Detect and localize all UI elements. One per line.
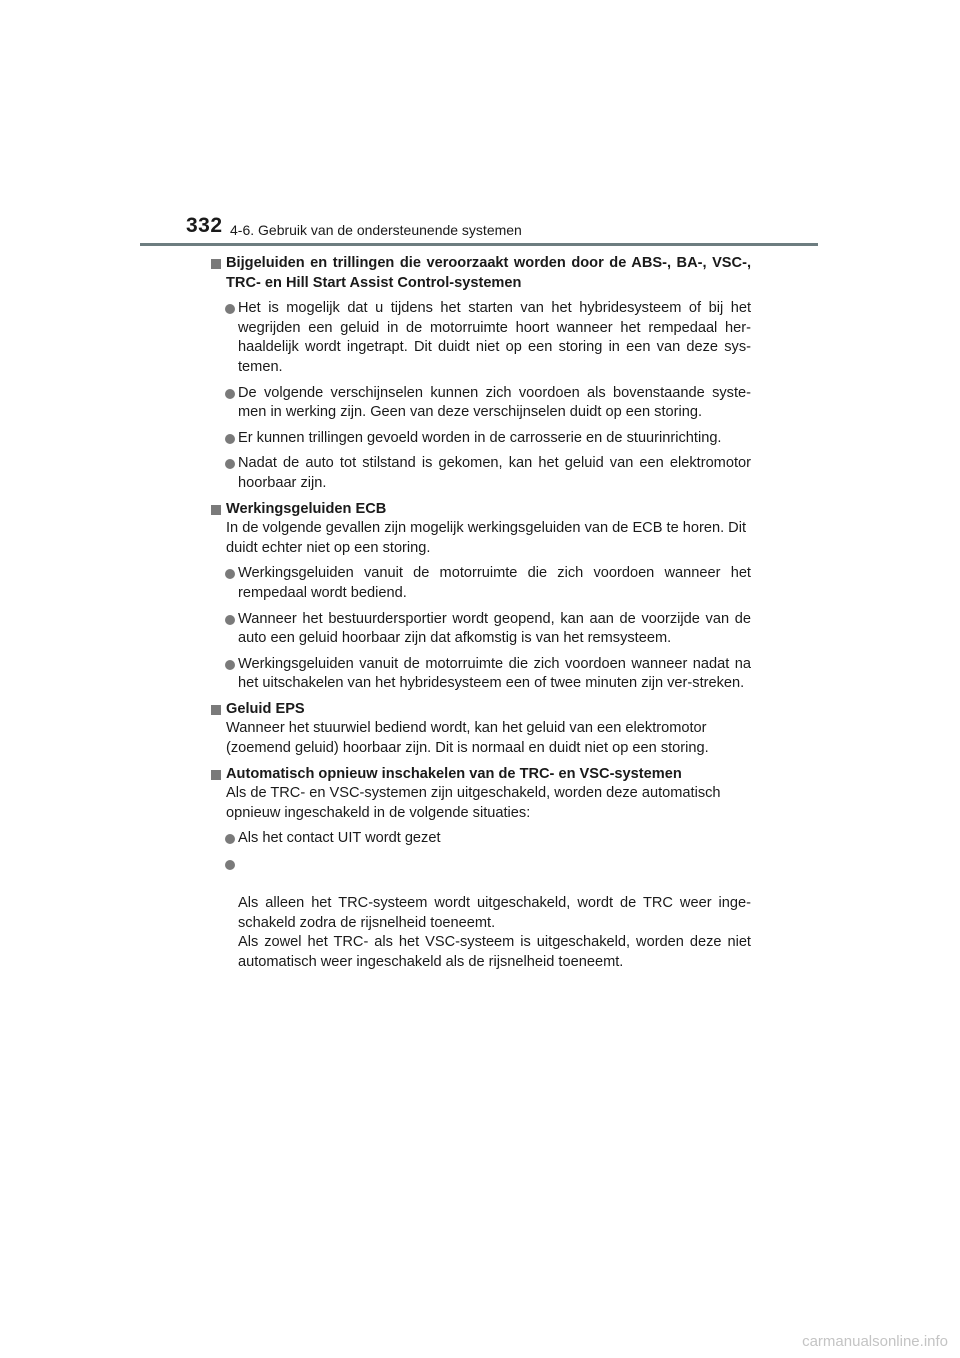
list-item	[211, 855, 751, 973]
list-item-text: Als het contact UIT wordt gezet	[238, 830, 441, 847]
list-item-text: Werkingsgeluiden vanuit de motorruimte die zich voordoen wanneer het rempedaal wordt bediend.	[238, 565, 751, 601]
round-bullet-icon	[225, 304, 235, 314]
heading-text: Werkingsgeluiden ECB	[226, 500, 387, 517]
square-bullet-icon	[211, 705, 221, 715]
square-bullet-icon	[211, 770, 221, 780]
list-item-text: Het is mogelijk dat u tijdens het starten van het hybridesysteem of bij het wegrijden een geluid in de motorruimte hoort wanneer het rempedaal her-haaldelijk wordt ingetrapt. Dit duidt niet op een storing in een van deze sys-temen.	[238, 300, 751, 375]
round-bullet-icon	[225, 434, 235, 444]
section-title: 4-6. Gebruik van de ondersteunende systemen	[230, 222, 522, 238]
round-bullet-icon	[225, 459, 235, 469]
list-item-text: Als alleen het TRC-systeem wordt uitgeschakeld, wordt de TRC weer inge-schakeld zodra de rijsnelheid toeneemt. Als zowel het TRC- als het VSC-systeem is uitgeschakeld, worden deze niet automatisch weer ingeschakeld als de rijsnelheid toeneemt.	[238, 895, 751, 970]
section-intro: Wanneer het stuurwiel bediend wordt, kan het geluid van een elektromotor (zoemend geluid) hoorbaar zijn. Dit is normaal en duidt niet op een storing.	[226, 720, 709, 757]
list-item	[211, 384, 751, 423]
list-item	[211, 655, 751, 694]
round-bullet-icon	[225, 660, 235, 670]
round-bullet-icon	[225, 569, 235, 579]
list-item	[211, 454, 751, 493]
header-rule	[140, 243, 818, 246]
section-heading	[211, 765, 751, 785]
list-item-text: Werkingsgeluiden vanuit de motorruimte die zich voordoen wanneer nadat na het uitschakelen van het hybridesysteem een of twee minuten zijn ver-streken.	[238, 655, 751, 692]
round-bullet-icon	[225, 860, 235, 870]
section-intro: Als de TRC- en VSC-systemen zijn uitgeschakeld, worden deze automatisch opnieuw ingeschakeld in de volgende situaties:	[226, 785, 721, 821]
heading-text: Geluid EPS	[226, 700, 305, 717]
list-item	[211, 299, 751, 377]
round-bullet-icon	[225, 389, 235, 399]
list-item	[211, 429, 751, 449]
section-intro: In de volgende gevallen zijn mogelijk werkingsgeluiden van de ECB te horen. Dit duidt echter niet op een storing.	[226, 520, 747, 556]
list-item-text: Nadat de auto tot stilstand is gekomen, kan het geluid van een elektromotor hoorbaar zijn.	[238, 455, 751, 491]
section-heading	[211, 500, 751, 520]
list-item	[211, 564, 751, 603]
page-number: 332	[186, 214, 223, 237]
list-item	[211, 610, 751, 649]
content	[211, 254, 751, 973]
round-bullet-icon	[225, 834, 235, 844]
heading-text: Automatisch opnieuw inschakelen van de TRC- en VSC-systemen	[226, 765, 682, 782]
square-bullet-icon	[211, 505, 221, 515]
section-heading	[211, 254, 751, 293]
watermark: carmanualsonline.info	[802, 1333, 948, 1350]
round-bullet-icon	[225, 615, 235, 625]
list-item-text: De volgende verschijnselen kunnen zich voordoen als bovenstaande syste-men in werking zijn. Geen van deze verschijnselen duidt op een storing.	[238, 384, 751, 421]
list-item-text: Wanneer het bestuurdersportier wordt geopend, kan aan de voorzijde van de auto een geluid hoorbaar zijn dat afkomstig is van het remsysteem.	[238, 610, 751, 647]
list-item	[211, 829, 751, 849]
square-bullet-icon	[211, 259, 221, 269]
section-heading	[211, 700, 751, 720]
list-item-text: Er kunnen trillingen gevoeld worden in de carrosserie en de stuurinrichting.	[238, 429, 722, 446]
heading-text: Bijgeluiden en trillingen die veroorzaakt worden door de ABS-, BA-, VSC-, TRC- en Hill Start Assist Control-systemen	[226, 255, 751, 291]
